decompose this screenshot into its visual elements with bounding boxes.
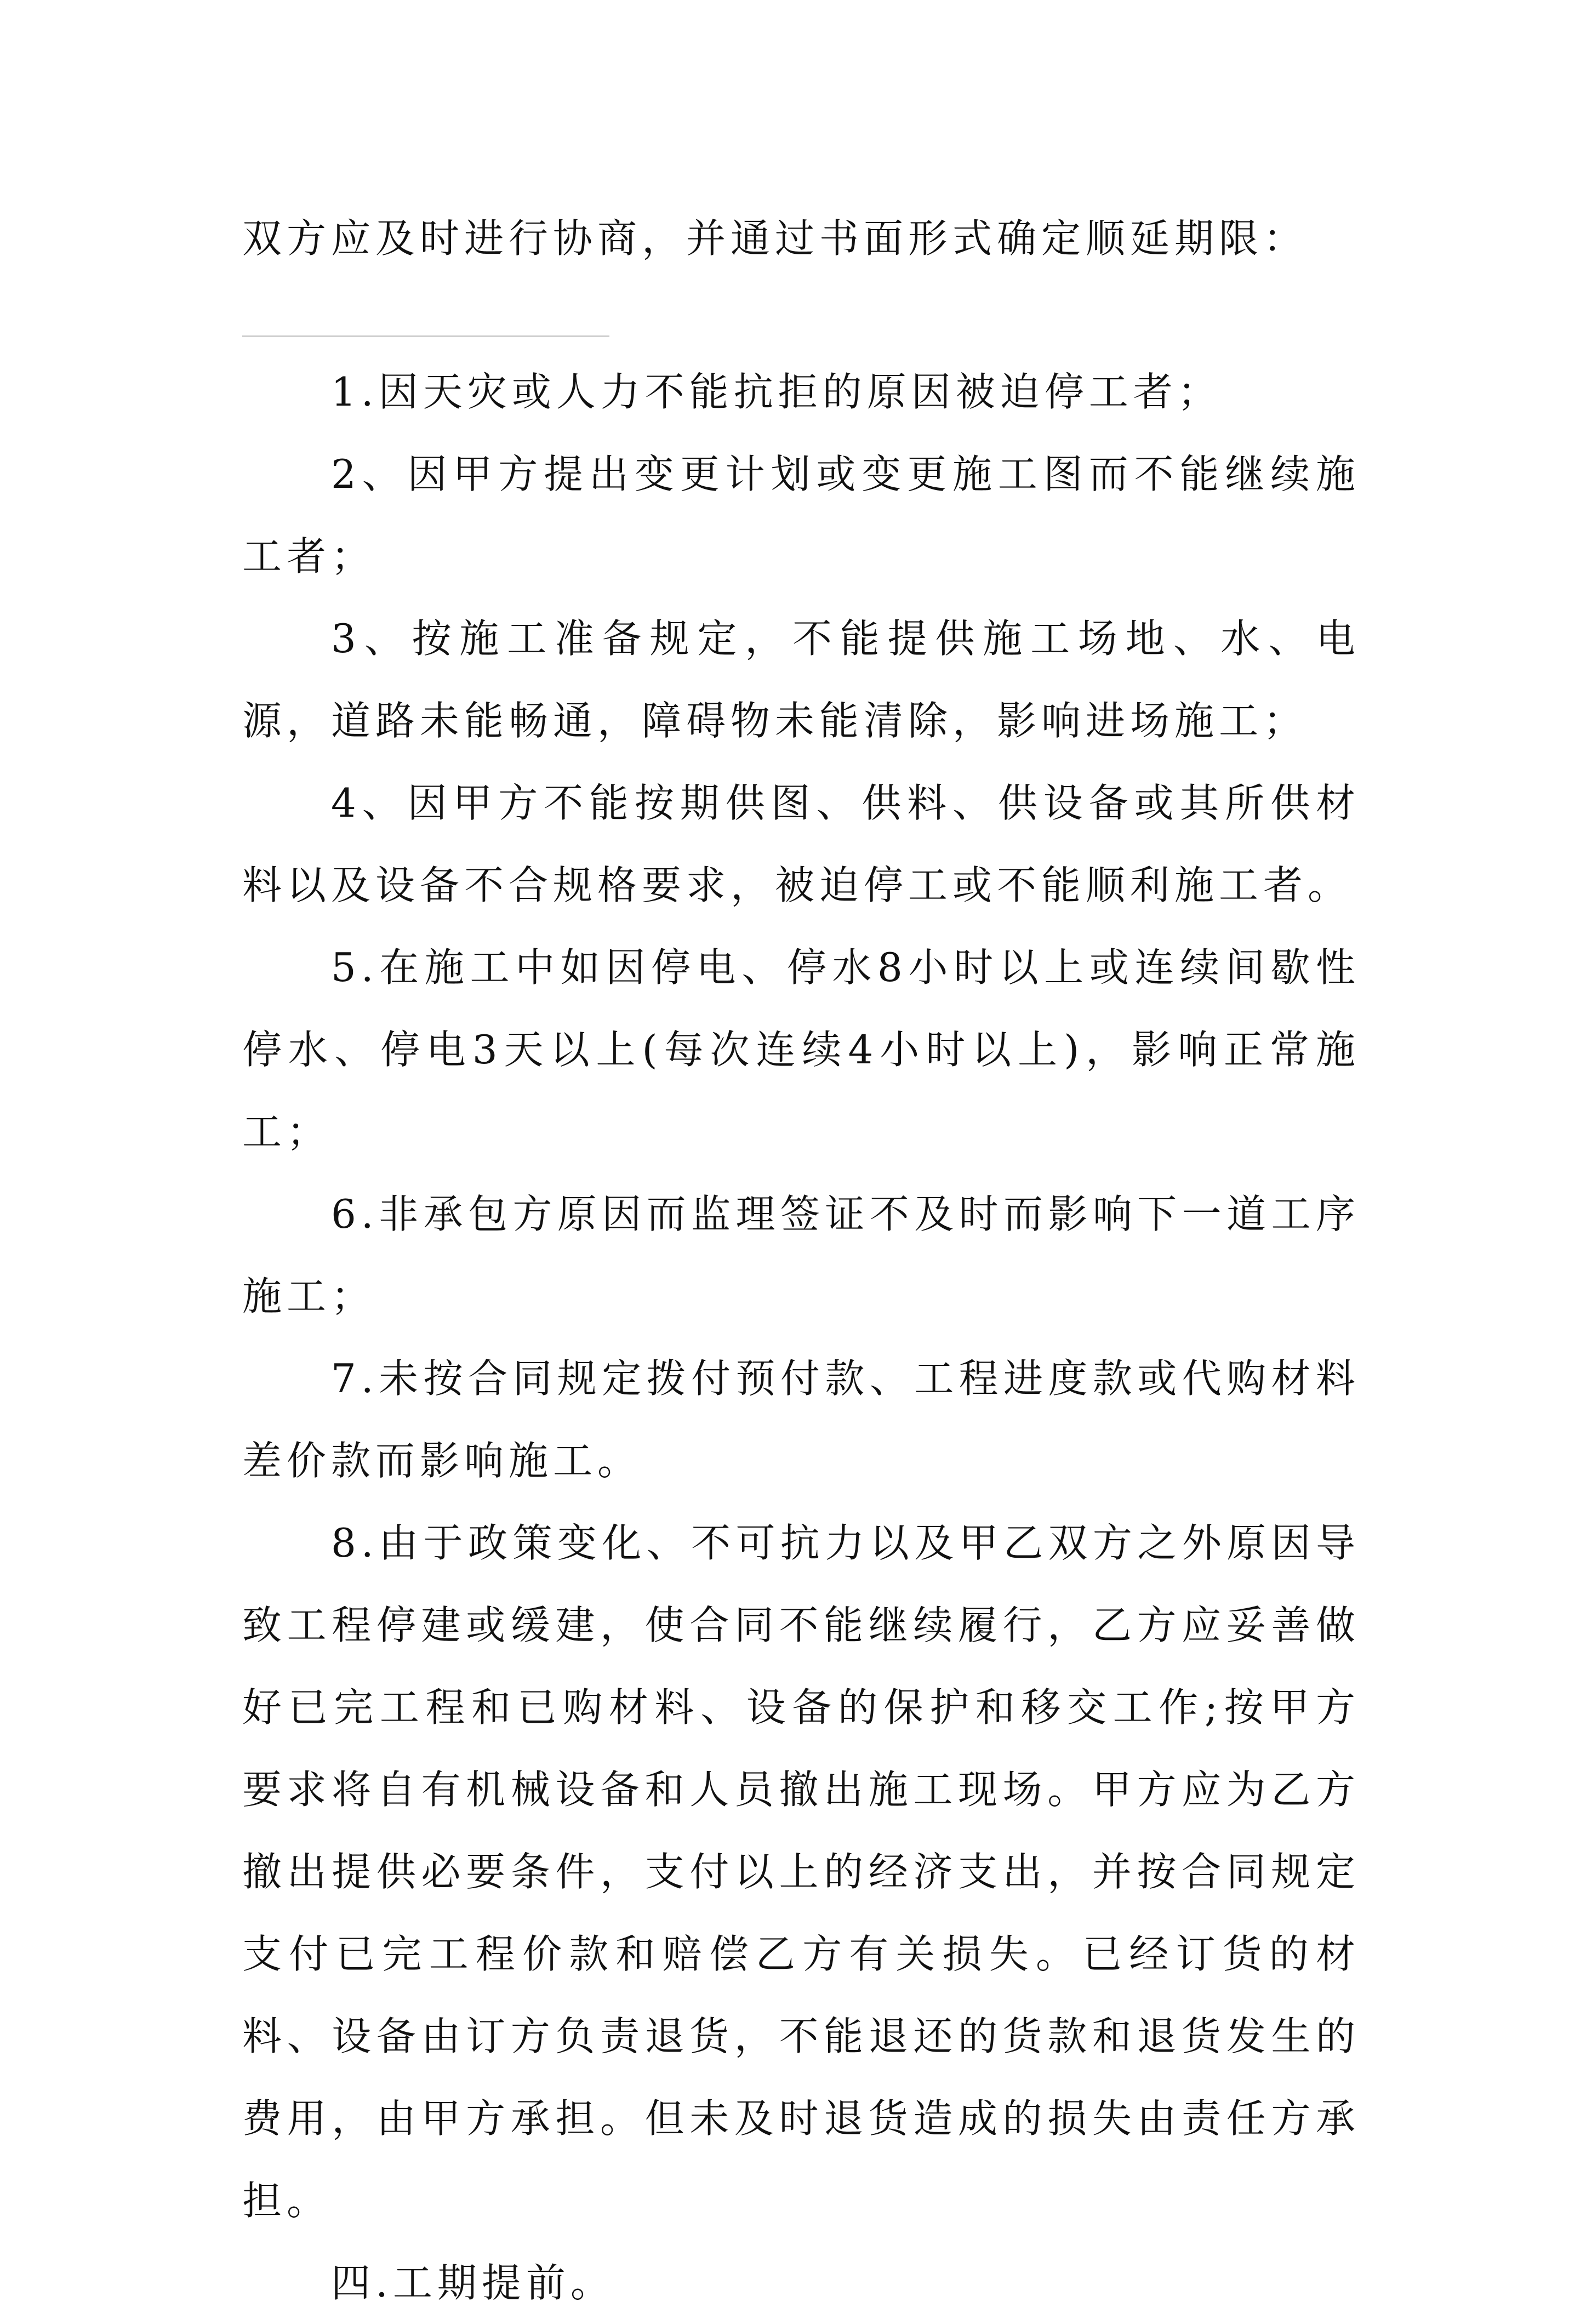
paragraph-4: 4、因甲方不能按期供图、供料、供设备或其所供材料以及设备不合规格要求，被迫停工或不能顺利施工者。	[242, 780, 1360, 908]
divider-line	[242, 335, 609, 337]
paragraph-8: 8.由于政策变化、不可抗力以及甲乙双方之外原因导致工程停建或缓建，使合同不能继续履行，乙方应妥善做好已完工程和已购材料、设备的保护和移交工作;按甲方要求将自有机械设备和人员撤出施工现场。甲方应为乙方撤出提供必要条件，支付以上的经济支出，并按合同规定支付已完工程价款和赔偿乙方有关损失。已经订货的材料、设备由订方负责退货，不能退还的货款和退货发生的费用，由甲方承担。但未及时退货造成的损失由责任方承担。	[242, 1520, 1360, 2224]
paragraph-5: 5.在施工中如因停电、停水8小时以上或连续间歇性停水、停电3天以上(每次连续4小时以上)，影响正常施工；	[242, 944, 1360, 1155]
paragraph-1: 1.因天灾或人力不能抗拒的原因被迫停工者；	[331, 369, 1222, 415]
document-body	[242, 351, 1360, 2324]
paragraph-3: 3、按施工准备规定，不能提供施工场地、水、电源，道路未能畅通，障碍物未能清除，影响进场施工；	[242, 616, 1360, 744]
paragraph-6: 6.非承包方原因而监理签证不及时而影响下一道工序施工；	[242, 1191, 1360, 1319]
section-heading: 四.工期提前。	[331, 2260, 615, 2306]
intro-line: 双方应及时进行协商，并通过书面形式确定顺延期限：	[242, 215, 1308, 261]
paragraph-7: 7.未按合同规定拨付预付款、工程进度款或代购材料差价款而影响施工。	[242, 1355, 1360, 1484]
paragraph-2: 2、因甲方提出变更计划或变更施工图而不能继续施工者；	[242, 451, 1360, 579]
